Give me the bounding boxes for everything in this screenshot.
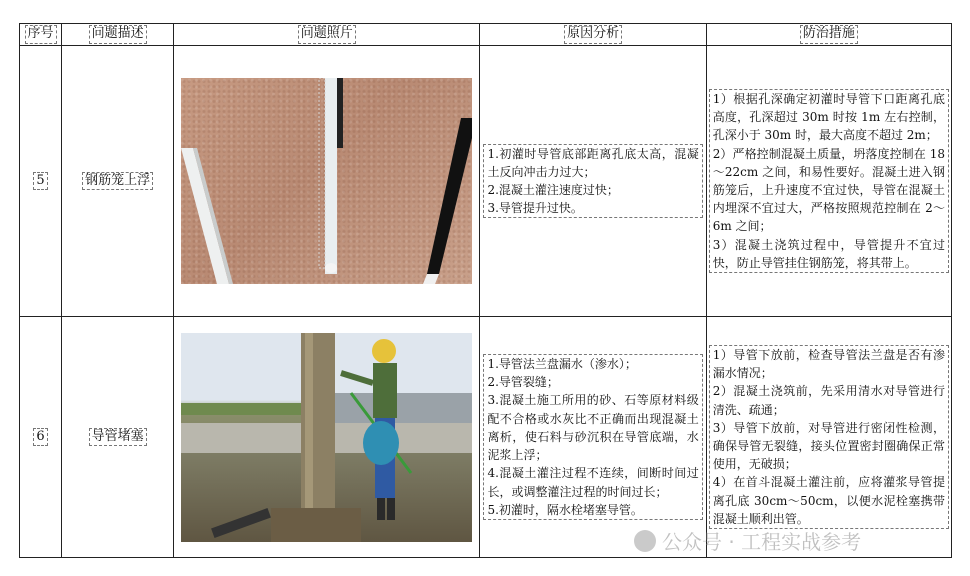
row-measure-cell (706, 317, 951, 558)
row-description: 导管堵塞 (62, 317, 174, 558)
table-row (20, 317, 952, 558)
rebar-cage-floating-photo (181, 78, 472, 284)
row-measure-cell (706, 46, 951, 317)
measure-list (709, 345, 949, 529)
cause-item: 2.混凝土灌注速度过快； (487, 183, 619, 197)
cause-item: 1.初灌时导管底部距离孔底太高，混凝土反向冲击力过大； (487, 146, 699, 179)
row-photo-cell (174, 46, 480, 317)
measure-item: 3）导管下放前，对导管进行密闭性检测，确保导管无裂缝，接头位置密封圈确保正常使用，无破损； (712, 420, 945, 472)
wechat-icon (634, 530, 656, 552)
watermark (634, 526, 861, 555)
cause-item: 3.混凝土施工所用的砂、石等原材料级配不合格或水灰比不正确而出现混凝土离析，使石料与砂沉积在导管底端，水泥浆上浮； (487, 393, 699, 463)
measure-item: 1）根据孔深确定初灌时导管下口距离孔底高度，孔深超过 30m 时按 1m 左右控制，孔深小于 30m 时，最大高度不超过 2m； (712, 91, 945, 143)
header-row (20, 24, 952, 46)
header-cause: 原因分析 (480, 24, 706, 46)
pipe-blockage-photo (181, 333, 472, 542)
cause-item: 5.初灌时，隔水栓堵塞导管。 (487, 502, 643, 517)
cause-list (483, 354, 702, 520)
cause-list (483, 144, 702, 219)
cause-item: 4.混凝土灌注过程不连续，间断时间过长，或调整灌注过程的时间过长； (487, 466, 699, 499)
cause-item: 3.导管提升过快。 (487, 201, 583, 216)
row-description: 钢筋笼上浮 (62, 46, 174, 317)
row-number: 6 (20, 317, 62, 558)
measure-item: 3）混凝土浇筑过程中，导管提升不宜过快，防止导管挂住钢筋笼，将其带上。 (712, 237, 945, 270)
watermark-text: 公众号 · 工程实战参考 (662, 530, 862, 554)
table-row (20, 46, 952, 317)
header-photo: 问题照片 (174, 24, 480, 46)
header-measure: 防治措施 (706, 24, 951, 46)
cause-item: 1.导管法兰盘漏水（渗水）； (487, 357, 637, 372)
rebar-cage-photo-art (181, 78, 472, 284)
row-cause-cell (480, 46, 706, 317)
row-cause-cell (480, 317, 706, 558)
header-no: 序号 (20, 24, 62, 46)
measure-item: 2）混凝土浇筑前，先采用清水对导管进行清洗、疏通； (712, 384, 945, 417)
pipe-blockage-photo-art (181, 333, 472, 542)
cause-item: 2.导管裂缝； (487, 375, 559, 390)
issues-table (19, 23, 952, 558)
measure-item: 1）导管下放前，检查导管法兰盘是否有渗漏水情况； (712, 347, 945, 381)
row-photo-cell (174, 317, 480, 558)
measure-item: 4）在首斗混凝土灌注前，应将灌浆导管提离孔底 30cm～50cm，以便水泥栓塞携带混凝土顺利出管。 (712, 475, 945, 526)
row-number: 5 (20, 46, 62, 317)
measure-item: 2）严格控制混凝土质量，坍落度控制在 18～22cm 之间，和易性要好。混凝土进入钢筋笼后，上升速度不宜过快，导管在混凝土内埋深不宜过大，严格按照规范控制在 2～6m 之间； (712, 146, 945, 234)
header-desc: 问题描述 (62, 24, 174, 46)
measure-list (709, 89, 949, 273)
